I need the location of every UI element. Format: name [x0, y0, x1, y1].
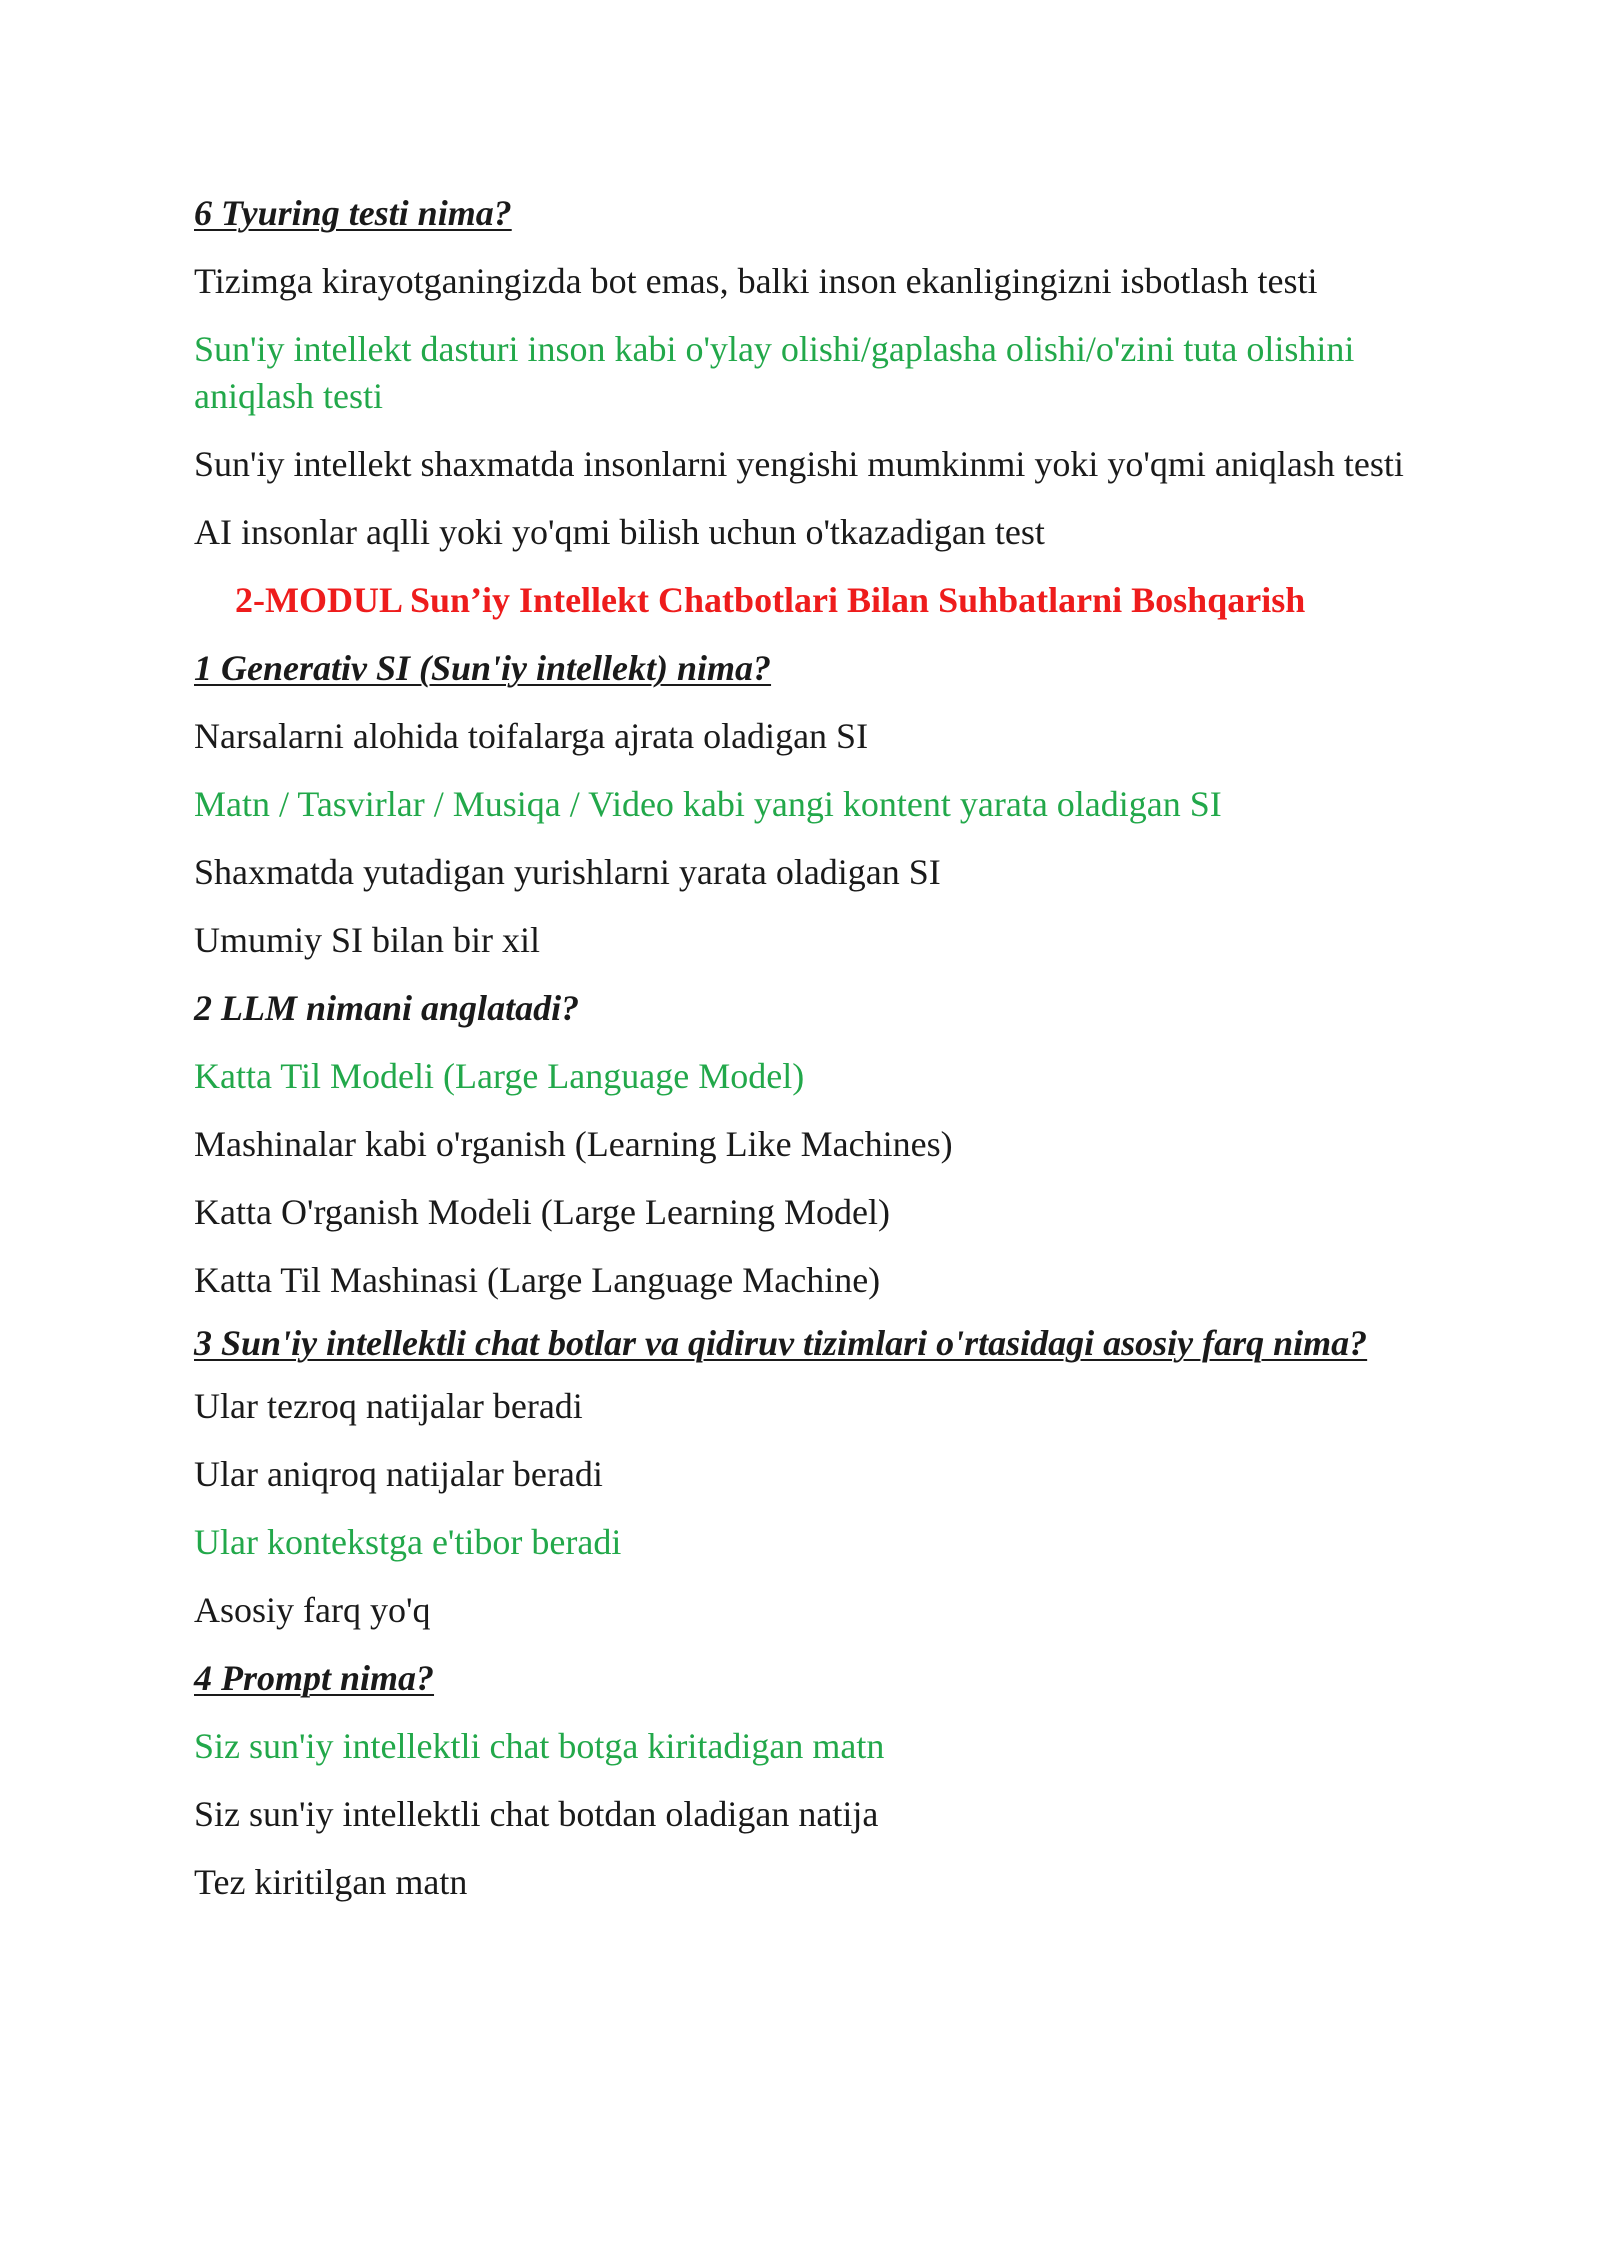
- answer-option: Tizimga kirayotganingizda bot emas, balki inson ekanligingizni isbotlash testi: [194, 261, 1318, 301]
- module-heading: 2-MODUL Sun’iy Intellekt Chatbotlari Bilan Suhbatlarni Boshqarish: [235, 580, 1306, 620]
- answer-option: Ular aniqroq natijalar beradi: [194, 1454, 603, 1494]
- correct-answer-option: Matn / Tasvirlar / Musiqa / Video kabi yangi kontent yarata oladigan SI: [194, 784, 1222, 824]
- answer-option: Umumiy SI bilan bir xil: [194, 920, 540, 960]
- correct-answer-option: Sun'iy intellekt dasturi inson kabi o'ylay olishi/gaplasha olishi/o'zini tuta olishini aniqlash testi: [194, 329, 1355, 416]
- correct-answer-option: Siz sun'iy intellektli chat botga kiritadigan matn: [194, 1726, 885, 1766]
- document-content: [194, 190, 1424, 1927]
- answer-option: AI insonlar aqlli yoki yo'qmi bilish uchun o'tkazadigan test: [194, 512, 1045, 552]
- question-1-heading: 1 Generativ SI (Sun'iy intellekt) nima?: [194, 648, 772, 688]
- answer-option: Asosiy farq yo'q: [194, 1590, 431, 1630]
- question-6-heading: 6 Tyuring testi nima?: [194, 193, 512, 233]
- answer-option: Mashinalar kabi o'rganish (Learning Like Machines): [194, 1124, 953, 1164]
- question-4-heading: 4 Prompt nima?: [194, 1658, 435, 1698]
- answer-option: Narsalarni alohida toifalarga ajrata oladigan SI: [194, 716, 869, 756]
- question-2-heading: 2 LLM nimani anglatadi?: [194, 988, 580, 1028]
- correct-answer-option: Katta Til Modeli (Large Language Model): [194, 1056, 805, 1096]
- answer-option: Siz sun'iy intellektli chat botdan oladigan natija: [194, 1794, 879, 1834]
- answer-option: Katta Til Mashinasi (Large Language Machine): [194, 1260, 881, 1300]
- answer-option: Katta O'rganish Modeli (Large Learning Model): [194, 1192, 890, 1232]
- correct-answer-option: Ular kontekstga e'tibor beradi: [194, 1522, 622, 1562]
- question-3-heading: 3 Sun'iy intellektli chat botlar va qidiruv tizimlari o'rtasidagi asosiy farq nima?: [194, 1323, 1368, 1363]
- answer-option: Sun'iy intellekt shaxmatda insonlarni yengishi mumkinmi yoki yo'qmi aniqlash testi: [194, 444, 1404, 484]
- answer-option: Tez kiritilgan matn: [194, 1862, 468, 1902]
- answer-option: Shaxmatda yutadigan yurishlarni yarata oladigan SI: [194, 852, 941, 892]
- answer-option: Ular tezroq natijalar beradi: [194, 1386, 583, 1426]
